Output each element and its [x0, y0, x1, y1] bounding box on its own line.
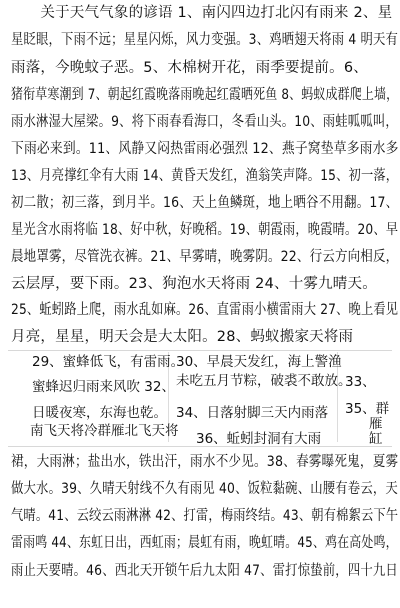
text-fragment: 36、蚯蚓封洞有大雨: [196, 431, 322, 447]
text-line: 雨止天要晴。46、西北天开锁午后九太阳 47、雷打惊蛰前，四十九日: [11, 563, 398, 579]
text-line: 星眨眼，下雨不远；星星闪烁，风力变强。3、鸡晒翅天将雨 4 明天有: [11, 32, 399, 48]
text-fragment: 缸: [369, 431, 383, 447]
text-fragment: 35、群: [345, 401, 390, 417]
text-line: 雨水淋湿大屋梁。9、将下雨春看海口，冬看山头。10、雨蛙呱呱叫，: [11, 114, 398, 130]
text-fragment: 未吃五月节粽，破裘不敢放。: [176, 373, 352, 389]
text-fragment: 南飞天将冷群雁北飞天将: [30, 423, 179, 439]
text-line: 25、蚯蚓路上爬，雨水乱如麻。26、直雷雨小横雷雨大 27、晚上看见: [11, 302, 399, 318]
text-line: 初二散；初三落，到月半。16、天上鱼鳞斑，地上晒谷不用翻。17、: [11, 195, 399, 211]
text-line: 雷雨鸣 44、东虹日出，西虹雨；晨虹有雨，晚虹晴。45、鸡在高处鸣，: [11, 535, 398, 551]
text-fragment: 34、日落射脚三天内雨落: [176, 405, 329, 421]
divider: [8, 350, 392, 351]
text-fragment: 33、: [345, 374, 376, 390]
divider: [8, 446, 392, 447]
text-line: 关于天气气象的谚语 1、南闪四边打北闪有雨来 2、星: [11, 5, 393, 21]
text-fragment: 蜜蜂迟归雨来风吹 32、: [32, 379, 175, 395]
text-line: 裙，大雨淋；盐出水，铁出汗，雨水不少见。38、春雾曝死鬼，夏雾: [11, 454, 399, 470]
text-line: 晨地罩雾，尽管洗衣裤。21、早雾晴，晚雾阴。22、行云方向相反，: [11, 249, 399, 265]
text-line: 月亮，星星，明天会是大太阳。28、蚂蚁搬家天将雨: [11, 329, 354, 345]
text-line: 雨落，今晚蚊子恶。5、木棉树开花，雨季要提前。6、: [11, 60, 368, 76]
text-fragment: 日暖夜寒，东海也乾。: [32, 405, 167, 421]
text-line: 做大水。39、久晴天射线不久有雨见 40、饭粒黏碗、山腰有卷云，天: [11, 481, 398, 497]
text-line: 下雨必来到。11、风静又闷热雷雨必强烈 12、燕子窝垫草多雨水多: [11, 141, 399, 157]
text-fragment: 30、早晨天发红，海上警渔: [176, 354, 342, 370]
text-line: 云层厚，要下雨。23、狗泡水天将雨 24、十雾九晴天。: [11, 276, 377, 292]
text-fragment: 29、蜜蜂低飞，有雷雨。: [32, 354, 185, 370]
text-line: 气晴。41、云绞云雨淋淋 42、打雷，梅雨终结。43、朝有棉絮云下午: [11, 508, 399, 524]
text-line: 猪衔草寒潮到 7、朝起红霞晚落雨晚起红霞晒死鱼 8、蚂蚁成群爬上墙，: [11, 87, 399, 103]
text-line: 星光含水雨将临 18、好中秋，好晚稻。19、朝霞雨，晚霞晴。20、早: [11, 222, 399, 238]
text-line: 13、月亮撑红伞有大雨 14、黄昏天发红，渔翁笑声降。15、初一落，: [11, 168, 399, 184]
text-fragment: 雁: [369, 416, 383, 432]
